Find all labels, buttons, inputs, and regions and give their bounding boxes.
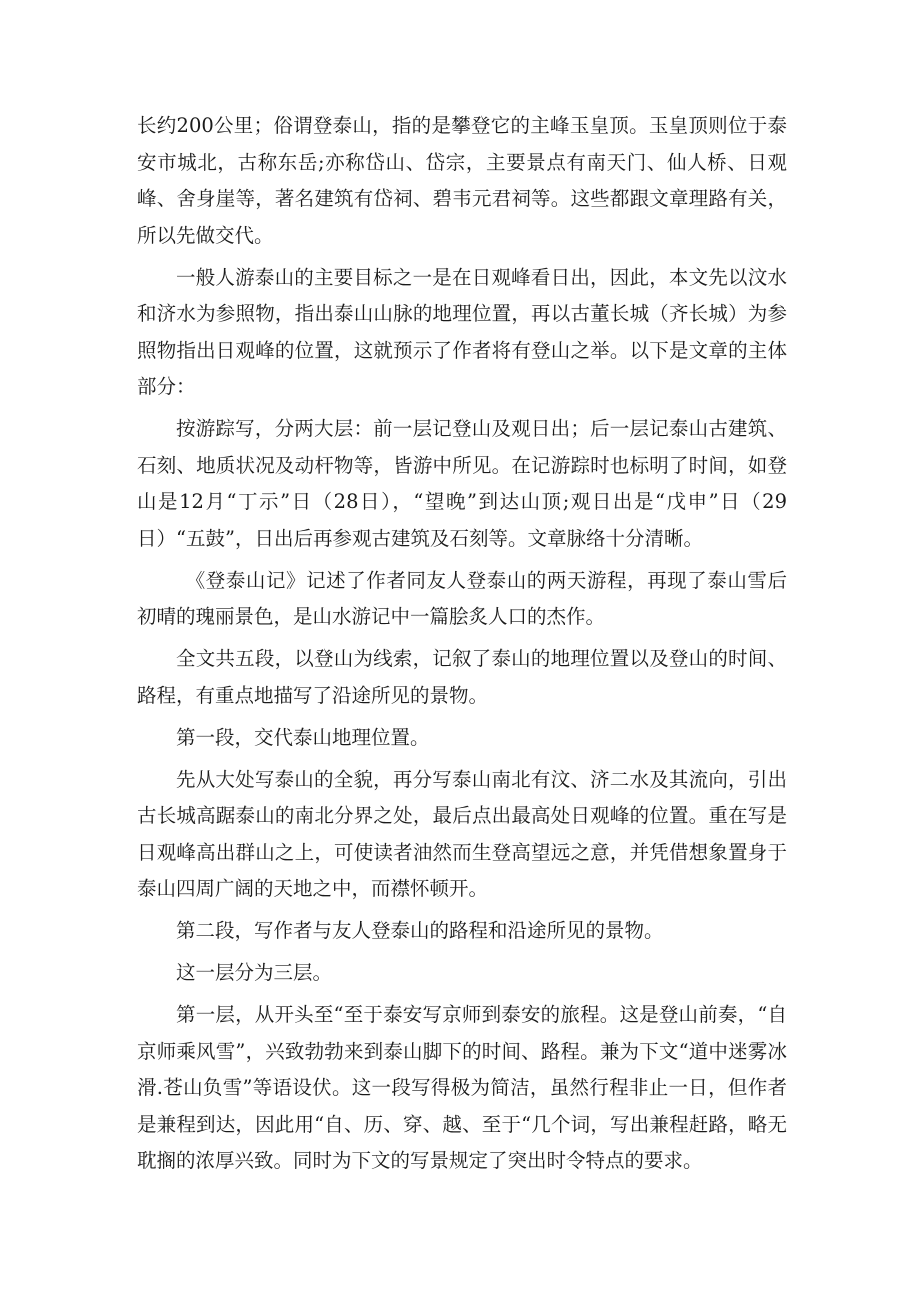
- paragraph: 《登泰山记》记述了作者同友人登泰山的两天游程，再现了泰山雪后初晴的瑰丽景色，是山水游记中一篇脍炙人口的杰作。: [137, 568, 787, 628]
- paragraph: 第一段，交代泰山地理位置。: [176, 725, 430, 749]
- document-body: [137, 108, 787, 1185]
- paragraph: 这一层分为三层。: [176, 961, 333, 984]
- paragraph: 第二段，写作者与友人登泰山的路程和沿途所见的景物。: [176, 919, 664, 942]
- paragraph-continuation: 长约200公里；俗谓登泰山，指的是攀登它的主峰玉皇顶。玉皇顶则位于泰安市城北，古称东岳;亦称岱山、岱宗，主要景点有南天门、仙人桥、日观峰、舍身崖等，著名建筑有岱祠、碧韦元君祠等。这些都跟文章理路有关，所以先做交代。: [137, 114, 787, 247]
- paragraph: 按游踪写，分两大层：前一层记登山及观日出；后一层记泰山古建筑、石刻、地质状况及动杆物等，皆游中所见。在记游踪时也标明了时间，如登山是12月“丁示”日（28日），“望晚”到达山顶;观日出是“戊申”日（29日）“五鼓”，日出后再参观古建筑及石刻等。文章脉络十分清晰。: [137, 417, 787, 550]
- paragraph: 第一层，从开头至“至于泰安写京师到泰安的旅程。这是登山前奏，“自京师乘风雪”，兴致勃勃来到泰山脚下的时间、路程。兼为下文“道中迷雾冰滑.苍山负雪”等语设伏。这一段写得极为简洁，虽然行程非止一日，但作者是兼程到达，因此用“自、历、穿、越、至于“几个词，写出兼程赶路，略无耽搁的浓厚兴致。同时为下文的写景规定了突出时令特点的要求。: [137, 1003, 787, 1172]
- paragraph: 一般人游泰山的主要目标之一是在日观峰看日出，因此，本文先以汶水和济水为参照物，指出泰山山脉的地理位置，再以古董长城（齐长城）为参照物指出日观峰的位置，这就预示了作者将有登山之举。以下是文章的主体部分：: [137, 265, 787, 398]
- paragraph: 全文共五段，以登山为线索，记叙了泰山的地理位置以及登山的时间、路程，有重点地描写了沿途所见的景物。: [137, 647, 787, 707]
- paragraph: 先从大处写泰山的全貌，再分写泰山南北有汶、济二水及其流向，引出古长城高踞泰山的南北分界之处，最后点出最高处日观峰的位置。重在写是日观峰高出群山之上，可使读者油然而生登高望远之意，并凭借想象置身于泰山四周广阔的天地之中，而襟怀顿开。: [137, 767, 787, 900]
